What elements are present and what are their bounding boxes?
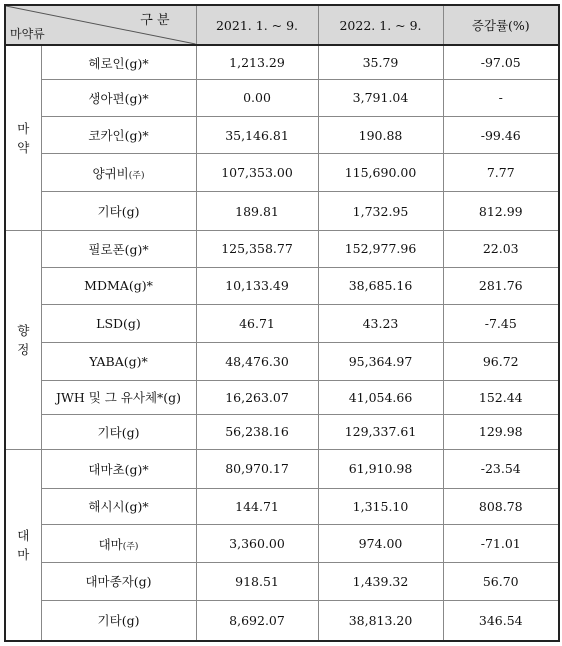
value-2022-cell: 95,364.97: [318, 342, 443, 380]
item-name-cell: [41, 525, 196, 563]
value-2021-cell: 46.71: [196, 305, 318, 343]
item-name: 기타(g): [97, 204, 140, 219]
table-row: [5, 154, 559, 192]
group-label-cell: [5, 230, 41, 449]
column-header-2022: 2022. 1. ~ 9.: [318, 5, 443, 45]
item-name: 해시시(g)*: [88, 499, 149, 515]
group-label-char: 마: [17, 546, 30, 562]
item-name: 생아편(g)*: [88, 90, 149, 106]
column-header-2021: 2021. 1. ~ 9.: [196, 5, 318, 45]
value-2022-cell: 38,813.20: [318, 600, 443, 641]
item-name-cell: [41, 600, 196, 641]
value-2022-cell: 61,910.98: [318, 449, 443, 488]
corner-label-drug-type: 마약류: [10, 27, 45, 41]
table-body: [5, 45, 559, 641]
table-row: [5, 230, 559, 267]
item-name-cell: [41, 380, 196, 415]
group-label-cell: [5, 45, 41, 230]
item-name: 대마초(g)*: [88, 461, 149, 477]
item-name: YABA(g)*: [89, 353, 148, 369]
item-name-cell: [41, 415, 196, 450]
group-label-char: 정: [17, 341, 30, 357]
group-label-cell: [5, 449, 41, 641]
change-rate-cell: 96.72: [443, 342, 559, 380]
change-rate-cell: 56.70: [443, 562, 559, 600]
value-2021-cell: 16,263.07: [196, 380, 318, 415]
item-name-cell: [41, 154, 196, 192]
change-rate-cell: -97.05: [443, 45, 559, 80]
value-2021-cell: 10,133.49: [196, 267, 318, 305]
item-name: 양귀비: [92, 165, 129, 181]
table-row: [5, 305, 559, 343]
table-row: [5, 342, 559, 380]
item-name: 기타(g): [97, 613, 140, 629]
header-row: [5, 5, 559, 45]
item-name-cell: [41, 192, 196, 231]
item-name-cell: [41, 562, 196, 600]
item-name-cell: [41, 80, 196, 117]
item-name: 대마종자(g): [85, 574, 152, 590]
value-2021-cell: 144.71: [196, 488, 318, 525]
item-name-cell: [41, 305, 196, 343]
value-2021-cell: 8,692.07: [196, 600, 318, 641]
change-rate-cell: 22.03: [443, 230, 559, 267]
value-2021-cell: 107,353.00: [196, 154, 318, 192]
column-header-change-rate: 증감률(%): [443, 5, 559, 45]
item-unit: (주): [122, 541, 139, 552]
item-name-cell: [41, 267, 196, 305]
change-rate-cell: 7.77: [443, 154, 559, 192]
change-rate-cell: 812.99: [443, 192, 559, 231]
item-name-cell: [41, 45, 196, 80]
change-rate-cell: -99.46: [443, 116, 559, 154]
value-2022-cell: 3,791.04: [318, 80, 443, 117]
table-row: [5, 600, 559, 641]
value-2021-cell: 3,360.00: [196, 525, 318, 563]
value-2022-cell: 43.23: [318, 305, 443, 343]
item-name: 대마: [98, 536, 123, 552]
table-row: [5, 380, 559, 415]
value-2021-cell: 125,358.77: [196, 230, 318, 267]
group-label-char: 마: [17, 120, 30, 136]
corner-label-category: 구 분: [140, 13, 170, 28]
item-name-cell: [41, 230, 196, 267]
value-2021-cell: 56,238.16: [196, 415, 318, 450]
change-rate-cell: 346.54: [443, 600, 559, 641]
item-name-cell: [41, 116, 196, 154]
item-name-cell: [41, 342, 196, 380]
table-row: [5, 192, 559, 231]
value-2021-cell: 80,970.17: [196, 449, 318, 488]
table-row: [5, 449, 559, 488]
value-2022-cell: 1,732.95: [318, 192, 443, 231]
group-label-char: 약: [17, 139, 30, 155]
item-name: JWH 및 그 유사체*(g): [55, 390, 182, 406]
item-name-cell: [41, 488, 196, 525]
value-2021-cell: 48,476.30: [196, 342, 318, 380]
value-2021-cell: 35,146.81: [196, 116, 318, 154]
table-row: [5, 415, 559, 450]
item-name: 필로폰(g)*: [88, 241, 149, 257]
change-rate-cell: -7.45: [443, 305, 559, 343]
table-row: [5, 80, 559, 117]
value-2022-cell: 35.79: [318, 45, 443, 80]
table-row: [5, 45, 559, 80]
value-2022-cell: 974.00: [318, 525, 443, 563]
change-rate-cell: -: [443, 80, 559, 117]
value-2021-cell: 0.00: [196, 80, 318, 117]
change-rate-cell: 281.76: [443, 267, 559, 305]
value-2021-cell: 918.51: [196, 562, 318, 600]
drug-seizure-table: [4, 4, 560, 642]
change-rate-cell: 808.78: [443, 488, 559, 525]
table-row: [5, 267, 559, 305]
table-row: [5, 116, 559, 154]
table-row: [5, 562, 559, 600]
item-unit: (주): [128, 170, 145, 181]
change-rate-cell: -71.01: [443, 525, 559, 563]
corner-header-cell: [5, 5, 196, 45]
group-label-char: 대: [17, 527, 30, 543]
item-name: LSD(g): [96, 316, 141, 332]
value-2022-cell: 190.88: [318, 116, 443, 154]
item-name: 헤로인(g)*: [88, 55, 149, 71]
table-row: [5, 525, 559, 563]
change-rate-cell: 152.44: [443, 380, 559, 415]
value-2022-cell: 129,337.61: [318, 415, 443, 450]
value-2022-cell: 41,054.66: [318, 380, 443, 415]
table-row: [5, 488, 559, 525]
value-2021-cell: 1,213.29: [196, 45, 318, 80]
group-label-char: 향: [17, 322, 30, 338]
change-rate-cell: 129.98: [443, 415, 559, 450]
item-name: 코카인(g)*: [88, 128, 149, 144]
item-name: 기타(g): [97, 424, 140, 440]
change-rate-cell: -23.54: [443, 449, 559, 488]
value-2022-cell: 1,315.10: [318, 488, 443, 525]
value-2022-cell: 115,690.00: [318, 154, 443, 192]
value-2022-cell: 38,685.16: [318, 267, 443, 305]
value-2022-cell: 152,977.96: [318, 230, 443, 267]
value-2022-cell: 1,439.32: [318, 562, 443, 600]
value-2021-cell: 189.81: [196, 192, 318, 231]
item-name: MDMA(g)*: [84, 278, 153, 294]
item-name-cell: [41, 449, 196, 488]
